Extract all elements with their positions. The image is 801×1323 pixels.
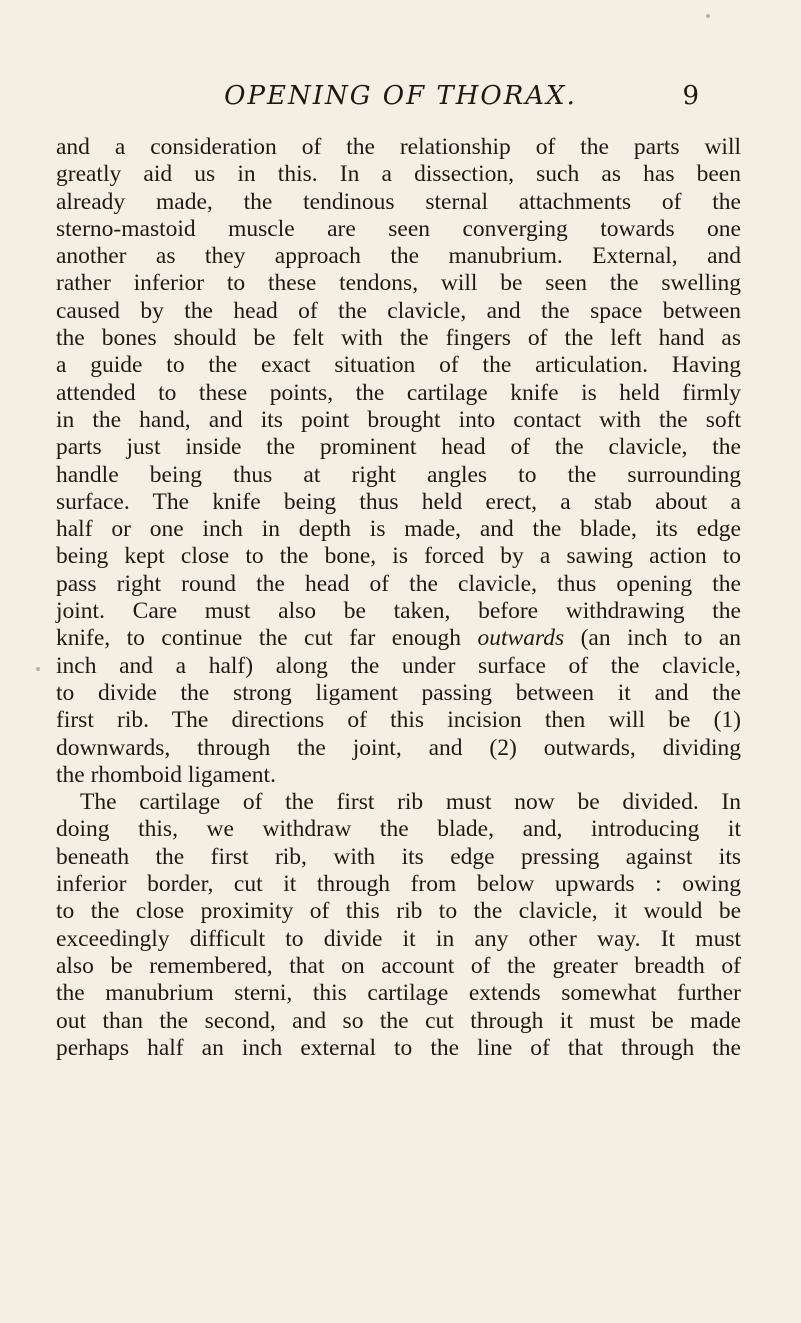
text-line bbox=[56, 871, 741, 898]
text-run: out than the second, and so the cut through it must be made bbox=[56, 1007, 741, 1034]
text-run: being kept close to the bone, is forced by a sawing action to bbox=[56, 543, 741, 570]
text-line bbox=[56, 352, 741, 379]
text-line bbox=[56, 161, 741, 188]
text-line bbox=[56, 844, 741, 871]
running-head bbox=[0, 78, 801, 118]
text-line bbox=[56, 516, 741, 543]
text-line bbox=[56, 434, 741, 461]
text-line bbox=[56, 816, 741, 843]
text-line bbox=[56, 462, 741, 489]
text-line bbox=[56, 926, 741, 953]
text-run: joint. Care must also be taken, before withdrawing the bbox=[56, 598, 741, 625]
text-line bbox=[56, 489, 741, 516]
text-line bbox=[56, 953, 741, 980]
italic-emphasis: outwards bbox=[477, 625, 565, 652]
text-line bbox=[56, 189, 741, 216]
text-line bbox=[56, 543, 741, 570]
text-line bbox=[56, 735, 741, 762]
text-run: in the hand, and its point brought into contact with the soft bbox=[56, 406, 741, 433]
text-line bbox=[56, 789, 741, 816]
text-line bbox=[56, 653, 741, 680]
text-run: perhaps half an inch external to the line of that through the bbox=[56, 1034, 741, 1061]
text-run: the rhomboid ligament. bbox=[56, 761, 276, 788]
text-run: a guide to the exact situation of the articulation. Having bbox=[56, 352, 741, 379]
text-run: also be remembered, that on account of the greater breadth of bbox=[56, 952, 741, 979]
text-line bbox=[56, 243, 741, 270]
text-run: the manubrium sterni, this cartilage extends somewhat further bbox=[56, 980, 741, 1007]
text-run: surface. The knife being thus held erect, a stab about a bbox=[56, 488, 741, 515]
text-line bbox=[56, 216, 741, 243]
text-run: greatly aid us in this. In a dissection, such as has been bbox=[56, 161, 741, 188]
text-line bbox=[56, 270, 741, 297]
text-line bbox=[56, 407, 741, 434]
text-line bbox=[56, 707, 741, 734]
text-line bbox=[56, 762, 741, 789]
text-line bbox=[56, 680, 741, 707]
text-run: the bones should be felt with the fingers of the left hand as bbox=[56, 325, 741, 352]
text-run: another as they approach the manubrium. External, and bbox=[56, 243, 741, 270]
text-line bbox=[56, 598, 741, 625]
text-run: and a consideration of the relationship of the parts will bbox=[56, 134, 741, 160]
text-run: to divide the strong ligament passing between it and the bbox=[56, 679, 741, 706]
text-run: rather inferior to these tendons, will be seen the swelling bbox=[56, 270, 741, 297]
text-run: (an inch to an bbox=[564, 625, 741, 652]
text-line bbox=[56, 298, 741, 325]
text-run: The cartilage of the first rib must now be divided. In bbox=[80, 789, 741, 816]
text-run: already made, the tendinous sternal attachments of the bbox=[56, 188, 741, 215]
paper-speck bbox=[706, 14, 710, 18]
text-run: attended to these points, the cartilage knife is held firmly bbox=[56, 379, 741, 406]
text-run: pass right round the head of the clavicle, thus opening the bbox=[56, 570, 741, 597]
paper-speck bbox=[36, 667, 40, 671]
text-run: parts just inside the prominent head of the clavicle, the bbox=[56, 434, 741, 461]
text-line bbox=[56, 134, 741, 161]
text-run: beneath the first rib, with its edge pressing against its bbox=[56, 843, 741, 870]
running-title: OPENING OF THORAX. bbox=[224, 81, 577, 111]
page-number: 9 bbox=[682, 81, 699, 111]
text-run: to the close proximity of this rib to the clavicle, it would be bbox=[56, 898, 741, 925]
text-line bbox=[56, 898, 741, 925]
text-run: inferior border, cut it through from below upwards : owing bbox=[56, 871, 741, 898]
text-line bbox=[56, 1035, 741, 1062]
text-run: handle being thus at right angles to the surrounding bbox=[56, 461, 741, 488]
text-run: downwards, through the joint, and (2) outwards, dividing bbox=[56, 734, 741, 761]
text-line bbox=[56, 625, 741, 652]
text-run: knife, to continue the cut far enough bbox=[56, 625, 478, 652]
body-text bbox=[56, 134, 741, 1062]
text-line bbox=[56, 1008, 741, 1035]
text-run: inch and a half) along the under surface of the clavicle, bbox=[56, 652, 741, 679]
text-run: half or one inch in depth is made, and the blade, its edge bbox=[56, 516, 741, 543]
text-run: sterno-mastoid muscle are seen converging towards one bbox=[56, 215, 741, 242]
text-run: first rib. The directions of this incision then will be (1) bbox=[56, 707, 741, 734]
text-line bbox=[56, 571, 741, 598]
text-run: doing this, we withdraw the blade, and, introducing it bbox=[56, 816, 741, 843]
text-line bbox=[56, 980, 741, 1007]
text-run: exceedingly difficult to divide it in any other way. It must bbox=[56, 925, 741, 952]
text-line bbox=[56, 325, 741, 352]
text-run: caused by the head of the clavicle, and the space between bbox=[56, 297, 741, 324]
text-line bbox=[56, 380, 741, 407]
